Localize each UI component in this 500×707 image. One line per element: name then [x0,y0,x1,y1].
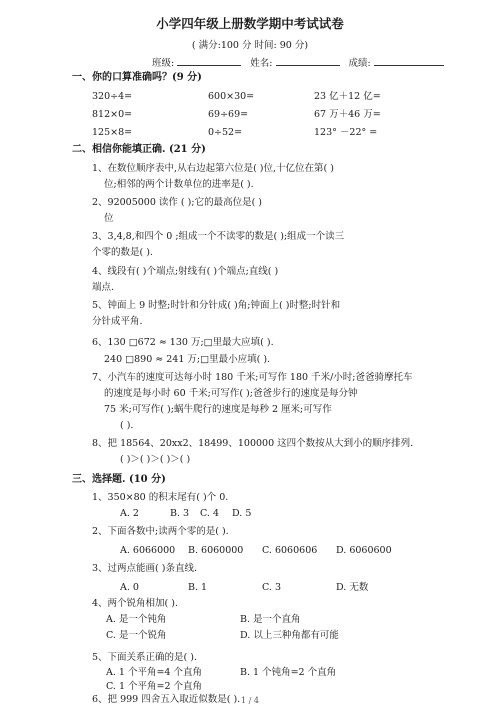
class-blank [177,56,241,66]
grade-label: 成绩: [348,58,371,69]
question-line: 6、把 999 四舍五入取近似数是( ). [92,694,241,705]
question-line: 8、把 18564、20xx2、18499、100000 这四个数按从大到小的顺序排列. [92,438,414,449]
name-blank [276,56,340,66]
option: B. 1 个钝角=2 个直角 [240,667,337,678]
calc-item: 0÷52= [208,127,243,138]
section1-heading: 一、你的口算准确吗？(9 分) [72,72,202,83]
question-line: 位;相邻的两个计数单位的进率是( ). [104,179,254,190]
question-line: 3、过两点能画( )条直线. [92,563,197,574]
option: D. 无数 [336,582,369,593]
question-line: 端点. [92,282,115,293]
question-line: 5、下面关系正确的是( ). [92,652,197,663]
question-line: 5、钟面上 9 时整;时针和分针成( )角;钟面上( )时整;时针和 [92,300,341,311]
calc-item: 123° －22° = [314,127,378,138]
calc-item: 23 亿＋12 亿= [314,91,381,102]
question-line: 的速度是每小时 60 千米;可写作( );爸爸步行的速度是每分钟 [104,388,358,399]
option: A. 6066000 [120,545,176,556]
option: B. 6060000 [188,545,244,556]
question-line: 6、130 □672 ≈ 130 万;□里最大应填( ). [92,337,274,348]
option: C. 3 [262,582,282,593]
question-line: ( )＞( )＞( )＞( ) [120,454,191,465]
calc-item: 125×8= [92,127,133,138]
option: D. 以上三种角都有可能 [240,630,339,641]
question-line: 7、小汽车的速度可达每小时 180 千米;可写作 180 千米/小时;爸爸骑摩托车 [92,372,413,383]
option: A. 0 [120,582,139,593]
section2-heading: 二、相信你能填正确. (21 分) [72,144,206,155]
option: D. 5 [232,508,252,519]
option: C. 1 个平角=2 个直角 [106,681,203,692]
question-line: 个零的数是( ). [92,247,153,258]
question-line: 75 米;可写作( );蜗牛爬行的速度是每秒 2 厘米;可写作 [104,404,332,415]
question-line: 分针成平角. [92,316,143,327]
section3-heading: 三、选择题. (10 分) [72,474,166,485]
option: A. 1 个平角=4 个直角 [106,667,202,678]
option: A. 是一个钝角 [106,614,167,625]
class-label: 班级: [152,58,175,69]
option: B. 3 [170,508,190,519]
question-line: 2、92005000 读作 ( );它的最高位是( ) [92,197,263,208]
option: C. 4 [200,508,220,519]
question-line: 1、在数位顺序表中,从右边起第六位是( )位,十亿位在第( ) [92,163,334,174]
question-line: 2、下面各数中;读两个零的是( ). [92,526,229,537]
calc-item: 320÷4= [92,91,133,102]
question-line: 240 □890 ≈ 241 万;□里最小应填( ). [104,354,271,365]
option: B. 1 [188,582,208,593]
option: A. 2 [120,508,139,519]
calc-item: 812×0= [92,109,133,120]
score-time-line: ( 满分:100 分 时间: 90 分) [191,40,309,51]
name-label: 姓名: [250,58,273,69]
question-line: 位 [104,213,114,224]
question-line: 1、350×80 的积末尾有( )个 0. [92,492,229,503]
calc-item: 69÷69= [208,109,249,120]
grade-blank [374,56,444,66]
question-line: ( ). [120,420,134,431]
option: D. 6060600 [336,545,392,556]
option: B. 是一个直角 [240,614,301,625]
page-number: 1 / 4 [241,696,259,705]
option: C. 是一个锐角 [106,630,167,641]
question-line: 4、两个锐角相加( ). [92,598,178,609]
calc-item: 67 万＋46 万= [314,109,381,120]
exam-title: 小学四年级上册数学期中考试试卷 [156,16,344,31]
calc-item: 600×30= [208,91,255,102]
option: C. 6060606 [262,545,318,556]
info-line [152,56,444,70]
question-line: 3、3,4,8,和四个 0 ;组成一个不读零的数是( );组成一个读三 [92,231,345,242]
question-line: 4、线段有( )个端点;射线有( )个端点;直线( ) [92,266,279,277]
